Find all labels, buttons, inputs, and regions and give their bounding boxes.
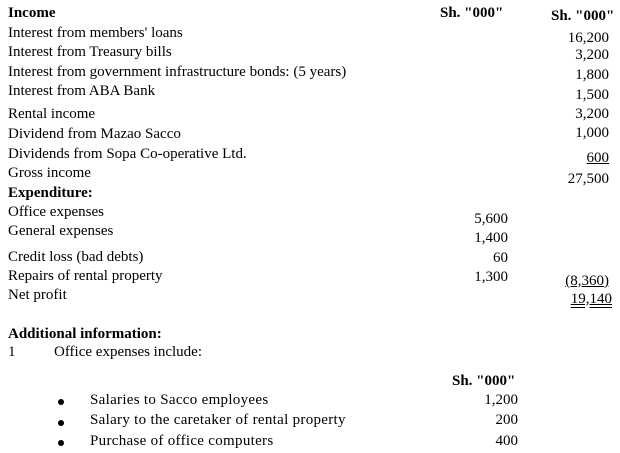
income-item-value: 3,200 xyxy=(575,106,609,122)
expense-item-label: Credit loss (bad debts) xyxy=(8,249,144,265)
column-heading-1: Sh. "000" xyxy=(440,5,504,21)
note-number: 1 xyxy=(8,344,16,360)
expense-item-label: General expenses xyxy=(8,223,114,239)
income-item-value: 16,200 xyxy=(567,30,609,46)
bullet-icon xyxy=(58,440,64,446)
additional-item-value: 200 xyxy=(495,412,518,428)
income-item-value: 1,800 xyxy=(575,67,609,83)
bullet-icon xyxy=(58,399,64,405)
income-item-label: Interest from members' loans xyxy=(8,25,183,41)
income-item-label: Interest from Treasury bills xyxy=(8,44,172,60)
expense-item-value: 5,600 xyxy=(474,211,508,227)
note-text: Office expenses include: xyxy=(54,344,203,360)
expenditure-heading: Expenditure: xyxy=(8,185,93,201)
expense-item-value: 60 xyxy=(493,250,508,266)
net-profit-value: 19,140 xyxy=(570,291,612,307)
income-item-value: 1,000 xyxy=(575,125,609,141)
additional-item-label: Salaries to Sacco employees xyxy=(90,392,269,408)
additional-item-label: Purchase of office computers xyxy=(90,433,274,449)
income-item-value: 600 xyxy=(586,150,609,166)
expense-item-label: Repairs of rental property xyxy=(8,268,163,284)
income-item-label: Dividend from Mazao Sacco xyxy=(8,126,181,142)
additional-item-label: Salary to the caretaker of rental property xyxy=(90,412,346,428)
income-item-label: Dividends from Sopa Co-operative Ltd. xyxy=(8,146,247,162)
expenditure-total: (8,360) xyxy=(565,273,609,289)
gross-income-value: 27,500 xyxy=(567,171,609,187)
income-item-value: 1,500 xyxy=(575,87,609,103)
additional-item-value: 400 xyxy=(495,433,518,449)
income-item-label: Rental income xyxy=(8,106,96,122)
income-item-value: 3,200 xyxy=(575,47,609,63)
bullet-icon xyxy=(58,420,64,426)
gross-income-label: Gross income xyxy=(8,165,91,181)
additional-info-heading: Additional information: xyxy=(8,326,162,342)
additional-item-value: 1,200 xyxy=(484,392,518,408)
additional-column-heading: Sh. "000" xyxy=(452,373,516,389)
net-profit-label: Net profit xyxy=(8,287,67,303)
income-item-label: Interest from ABA Bank xyxy=(8,83,156,99)
income-heading: Income xyxy=(8,5,56,21)
column-heading-2: Sh. "000" xyxy=(551,8,615,24)
income-item-label: Interest from government infrastructure bonds: (5 years) xyxy=(8,64,347,80)
expense-item-value: 1,400 xyxy=(474,230,508,246)
expense-item-label: Office expenses xyxy=(8,204,104,220)
expense-item-value: 1,300 xyxy=(474,269,508,285)
